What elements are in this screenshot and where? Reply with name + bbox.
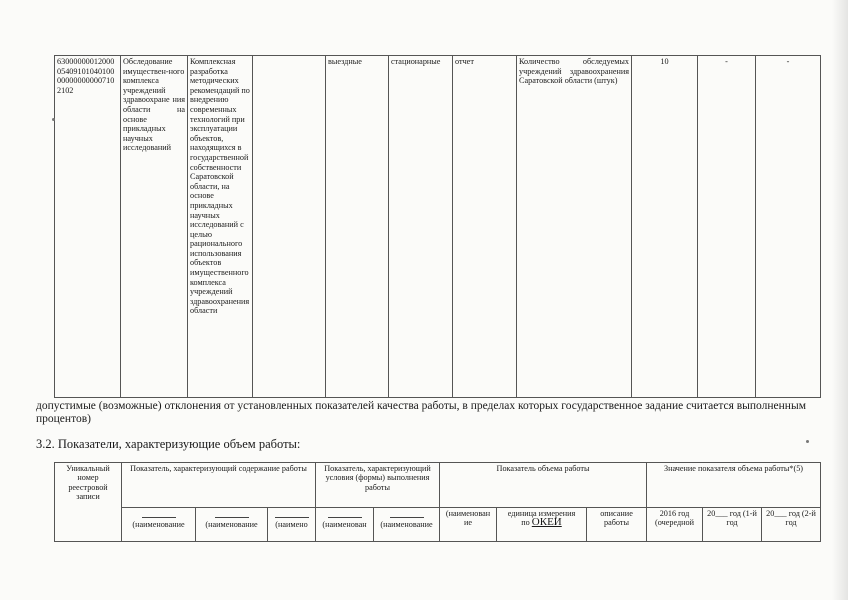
- unit-of-measure: единица измерения по ОКЕИ: [497, 507, 587, 541]
- year-2-header: 20___ год (2-й год: [762, 507, 821, 541]
- year-2016-header: 2016 год (очередной: [647, 507, 703, 541]
- content-indicator-header: Показатель, характеризующий содержание работы: [122, 463, 316, 508]
- value-cell: 10: [632, 56, 698, 398]
- content-name-1: (наименование: [122, 507, 196, 541]
- volume-indicator-header: Показатель объема работы: [440, 463, 647, 508]
- work-content-cell: Комплексная разработка методических рекомендаций по внедрению современных технологий при эксплуатации объектов, находящихся в государственной собственности Саратовской области, на основе прикладных научных исследований с целью рационального использования объектов имущественного комплекса учреждений здравоохранения области: [188, 56, 253, 398]
- subheader-row: [55, 507, 821, 541]
- conditions-indicator-header: Показатель, характеризующий условия (формы) выполнения работы: [316, 463, 440, 508]
- section-heading: 3.2. Показатели, характеризующие объем работы:: [36, 437, 301, 451]
- table-row: [55, 56, 821, 398]
- volume-values-header: Значение показателя объема работы*(5): [647, 463, 821, 508]
- content-name-2: (наименование: [196, 507, 268, 541]
- work-name-cell: Обследование имуществен-ного комплекса учреждений здравоохране ния области на основе прикладных научных исследований: [121, 56, 188, 398]
- dash-cell-1: -: [698, 56, 756, 398]
- dash-cell-2: -: [756, 56, 821, 398]
- form-onsite-cell: выездные: [326, 56, 389, 398]
- deviation-note: допустимые (возможные) отклонения от установленных показателей качества работы, в пределах которых государственное задание считается выполненным процентов): [36, 400, 806, 425]
- work-description: описание работы: [587, 507, 647, 541]
- unique-number-header: Уникальный номер реестровой записи: [55, 463, 122, 542]
- work-quality-table: [54, 55, 821, 398]
- scan-speck: [52, 118, 55, 121]
- volume-name: (наименован ие: [440, 507, 497, 541]
- year-1-header: 20___ год (1-й год: [703, 507, 762, 541]
- registry-code-cell: 6300000001200005409101040100000000000007102102: [55, 56, 121, 398]
- indicator-cell: Количество обследуемых учреждений здравоохранения Саратовской области (штук): [517, 56, 632, 398]
- okei-label: ОКЕИ: [531, 516, 562, 529]
- scan-speck: [806, 440, 809, 443]
- condition-name-1: (наименован: [316, 507, 374, 541]
- header-row: [55, 463, 821, 508]
- form-report-cell: отчет: [453, 56, 517, 398]
- scan-shadow: [832, 0, 848, 600]
- empty-cell: [253, 56, 326, 398]
- content-name-3: (наимено: [268, 507, 316, 541]
- condition-name-2: (наименование: [374, 507, 440, 541]
- work-volume-table: [54, 462, 821, 542]
- form-stationary-cell: стационарные: [389, 56, 453, 398]
